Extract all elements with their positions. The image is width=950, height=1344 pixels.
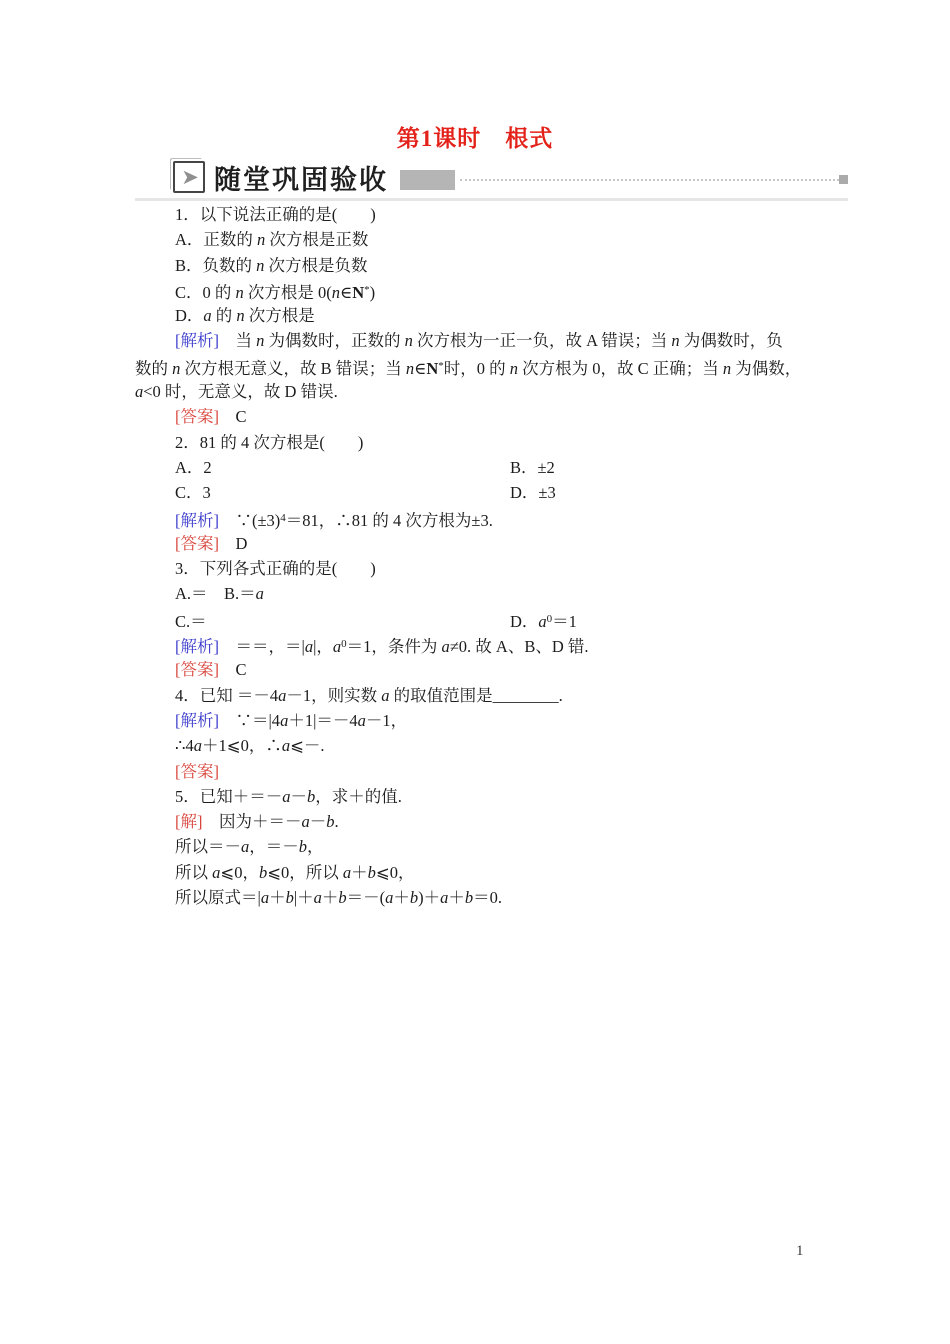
text-segment: a — [441, 637, 450, 657]
text-segment: C — [219, 407, 247, 427]
content-line — [135, 253, 848, 278]
content-line — [135, 683, 848, 708]
option-left — [175, 609, 510, 634]
text-segment: 因为＋＝－ — [202, 812, 302, 832]
text-segment: b — [285, 888, 294, 908]
text-segment: ＋ — [269, 888, 286, 908]
content-line — [135, 404, 848, 429]
text-segment: ∵(±3) — [219, 510, 281, 530]
text-segment: ＋ — [351, 862, 368, 882]
text-segment: D． — [175, 306, 204, 326]
text-segment: a — [281, 736, 291, 756]
text-segment: n — [256, 331, 265, 351]
text-segment: N — [352, 282, 365, 302]
text-segment: a — [212, 862, 221, 882]
text-segment: a — [193, 736, 202, 756]
text-segment: A.＝ B.＝ — [175, 584, 256, 604]
text-segment: 0 — [341, 638, 347, 651]
text-segment: ＋1|＝－4 — [288, 710, 358, 730]
play-arrow-glyph: ➤ — [181, 164, 199, 189]
option-right — [510, 455, 555, 480]
text-segment: ＋1⩽0，∴ — [202, 736, 282, 756]
text-segment: ＝＝，＝| — [219, 637, 305, 657]
text-segment: a — [313, 888, 322, 908]
text-segment: |＋ — [293, 888, 314, 908]
content-line — [135, 278, 848, 303]
content-line — [135, 632, 848, 657]
text-segment: n — [235, 282, 244, 302]
content-line — [135, 480, 848, 505]
divider-end-square-icon — [839, 175, 848, 184]
text-segment: b — [326, 812, 335, 832]
text-segment: 所以原式＝| — [175, 888, 261, 908]
text-segment: － — [290, 786, 307, 806]
content-line — [135, 809, 848, 834]
text-segment: n — [236, 306, 245, 326]
text-segment: [解析] — [175, 710, 219, 730]
text-segment: * — [364, 283, 370, 296]
content-line — [135, 531, 848, 556]
text-segment: ＝81，∴81 的 4 次方根为±3. — [285, 510, 493, 530]
text-segment: a — [282, 786, 291, 806]
text-segment: b — [367, 862, 376, 882]
text-segment: b — [258, 862, 268, 882]
text-segment: a — [342, 862, 352, 882]
text-segment: n — [509, 358, 519, 378]
content-line — [135, 657, 848, 682]
content-line — [135, 455, 848, 480]
text-segment: n — [671, 331, 680, 351]
text-segment: ＝1，条件为 — [346, 637, 442, 657]
text-segment: ，求＋的值. — [315, 786, 402, 806]
text-segment: [答案] — [175, 407, 219, 427]
text-segment: a — [385, 888, 394, 908]
content-line — [135, 379, 848, 404]
text-segment: b — [464, 888, 474, 908]
text-segment: D． — [510, 611, 539, 631]
text-segment: ＝1 — [552, 611, 577, 631]
option-right — [510, 480, 556, 505]
content-line — [135, 759, 848, 784]
text-segment: ⩽0， — [220, 862, 259, 882]
text-segment: 所以＝－ — [175, 837, 241, 857]
dotted-divider — [460, 179, 839, 181]
text-segment: b — [409, 888, 419, 908]
text-segment: ⩽－. — [290, 736, 325, 756]
text-segment: ) — [369, 282, 376, 302]
text-segment: a — [357, 710, 366, 730]
text-segment: ＋ — [448, 888, 465, 908]
text-segment: 为偶数时，负 — [679, 331, 783, 351]
text-segment: * — [438, 359, 444, 372]
content-line — [135, 354, 848, 379]
text-segment: －1，则实数 — [286, 685, 382, 705]
text-segment: [解] — [175, 812, 203, 832]
text-segment: ∈ — [340, 282, 353, 302]
text-segment: 次方根是 0( — [243, 282, 332, 302]
page-number: 1 — [796, 1243, 804, 1259]
content-line — [135, 303, 848, 328]
text-segment: 次方根为 0，故 C 正确；当 — [518, 358, 723, 378]
content-line — [135, 885, 848, 910]
text-segment: N — [426, 358, 439, 378]
text-segment: －1， — [365, 710, 408, 730]
text-segment: n — [331, 282, 341, 302]
content-line — [135, 784, 848, 809]
text-segment: ∵＝|4 — [219, 710, 281, 730]
text-segment: ＋ — [321, 888, 339, 908]
content-line — [135, 556, 848, 581]
content-line — [135, 227, 848, 252]
text-segment: n — [404, 331, 413, 351]
text-segment: a — [304, 637, 314, 657]
text-segment: ∈ — [414, 358, 427, 378]
text-segment: b — [298, 837, 307, 857]
text-segment: n — [256, 255, 265, 275]
text-segment: A．正数的 — [175, 230, 258, 250]
text-segment: － — [309, 812, 327, 832]
text-segment: a — [203, 306, 212, 326]
option-left — [175, 480, 510, 505]
text-segment: D．±3 — [510, 483, 556, 503]
text-segment: 次方根无意义，故 B 错误；当 — [180, 358, 406, 378]
text-segment: a — [241, 837, 250, 857]
text-segment: C．0 的 — [175, 282, 236, 302]
option-right — [510, 607, 577, 634]
text-segment: [答案] — [175, 660, 219, 680]
text-segment: ，＝－ — [249, 837, 299, 857]
text-segment: a — [278, 685, 287, 705]
text-segment: ， — [307, 837, 324, 857]
text-segment: [解析] — [175, 331, 219, 351]
content-lines — [135, 202, 848, 910]
text-segment: 2．81 的 4 次方根是( ) — [175, 432, 364, 452]
content-line — [135, 708, 848, 733]
text-segment: 为偶数， — [731, 358, 802, 378]
text-segment: 1．以下说法正确的是( ) — [175, 205, 376, 224]
content-line — [135, 581, 848, 606]
text-segment: [解析] — [175, 637, 219, 657]
text-segment: C — [219, 660, 247, 680]
content-line — [135, 202, 848, 227]
page-title: 第1课时 根式 — [396, 126, 554, 151]
text-segment: 4 — [280, 511, 286, 524]
content-line — [135, 328, 848, 353]
text-segment: 3．下列各式正确的是( ) — [175, 559, 376, 579]
text-segment: ≠0. 故 A、B、D 错. — [449, 637, 589, 657]
text-segment: [答案] — [175, 761, 219, 781]
text-segment: [解析] — [175, 510, 219, 530]
text-segment: D — [219, 533, 248, 553]
text-segment: 次方根是 — [244, 306, 315, 326]
text-segment: 次方根为一正一负，故 A 错误；当 — [412, 331, 672, 351]
text-segment: ∴4 — [175, 736, 194, 756]
text-segment: 0 — [546, 612, 553, 625]
text-segment: . — [334, 812, 339, 832]
section-header — [135, 156, 848, 201]
text-segment: a — [332, 637, 342, 657]
text-segment: ⩽0，所以 — [267, 862, 343, 882]
text-segment: )＋ — [418, 888, 441, 908]
text-segment: |， — [313, 637, 333, 657]
text-segment: [答案] — [175, 533, 219, 553]
text-segment: C．3 — [175, 483, 211, 503]
text-segment: 次方根是负数 — [264, 255, 368, 275]
text-segment: a — [255, 584, 264, 604]
text-segment: n — [405, 358, 415, 378]
text-segment: n — [257, 230, 266, 250]
text-segment: a — [260, 888, 270, 908]
text-segment: ⩽0， — [375, 862, 415, 882]
text-segment: 当 — [219, 331, 257, 351]
content-line — [135, 430, 848, 455]
text-segment: 4．已知 ＝－4 — [175, 685, 279, 705]
text-segment: a — [301, 812, 310, 832]
text-segment: a — [440, 888, 449, 908]
text-segment: B．负数的 — [175, 255, 257, 275]
text-segment: a — [280, 710, 289, 730]
text-segment: A．2 — [175, 457, 212, 477]
play-arrow-icon — [173, 161, 205, 193]
content-line — [135, 607, 848, 632]
text-segment: a — [538, 611, 547, 631]
content-line — [135, 733, 848, 758]
text-segment: a — [381, 685, 390, 705]
text-segment: b — [338, 888, 347, 908]
text-segment: 为偶数时，正数的 — [264, 331, 405, 351]
content-line — [135, 860, 848, 885]
text-segment: 所以 — [175, 862, 213, 882]
option-left — [175, 455, 510, 480]
text-segment: C.＝ — [175, 611, 207, 631]
text-segment: n — [172, 358, 181, 378]
text-segment: 的 — [211, 306, 237, 326]
header-accent-box — [400, 170, 455, 190]
text-segment: a — [135, 382, 144, 402]
text-segment: 的取值范围是________. — [389, 685, 563, 705]
text-segment: 次方根是正数 — [265, 230, 369, 250]
text-segment: ＝－( — [346, 888, 386, 908]
text-segment: <0 时，无意义，故 D 错误. — [143, 382, 338, 402]
text-segment: b — [307, 786, 316, 806]
section-title: 随堂巩固验收 — [214, 164, 388, 195]
text-segment: n — [722, 358, 732, 378]
text-segment: ＋ — [393, 888, 410, 908]
text-segment: B．±2 — [510, 457, 555, 477]
content-line — [135, 506, 848, 531]
text-segment: 5．已知＋＝－ — [175, 786, 283, 806]
content-line — [135, 834, 848, 859]
text-segment: 时，0 的 — [443, 358, 510, 378]
text-segment: ＝0. — [473, 888, 502, 908]
text-segment: 数的 — [135, 358, 173, 378]
